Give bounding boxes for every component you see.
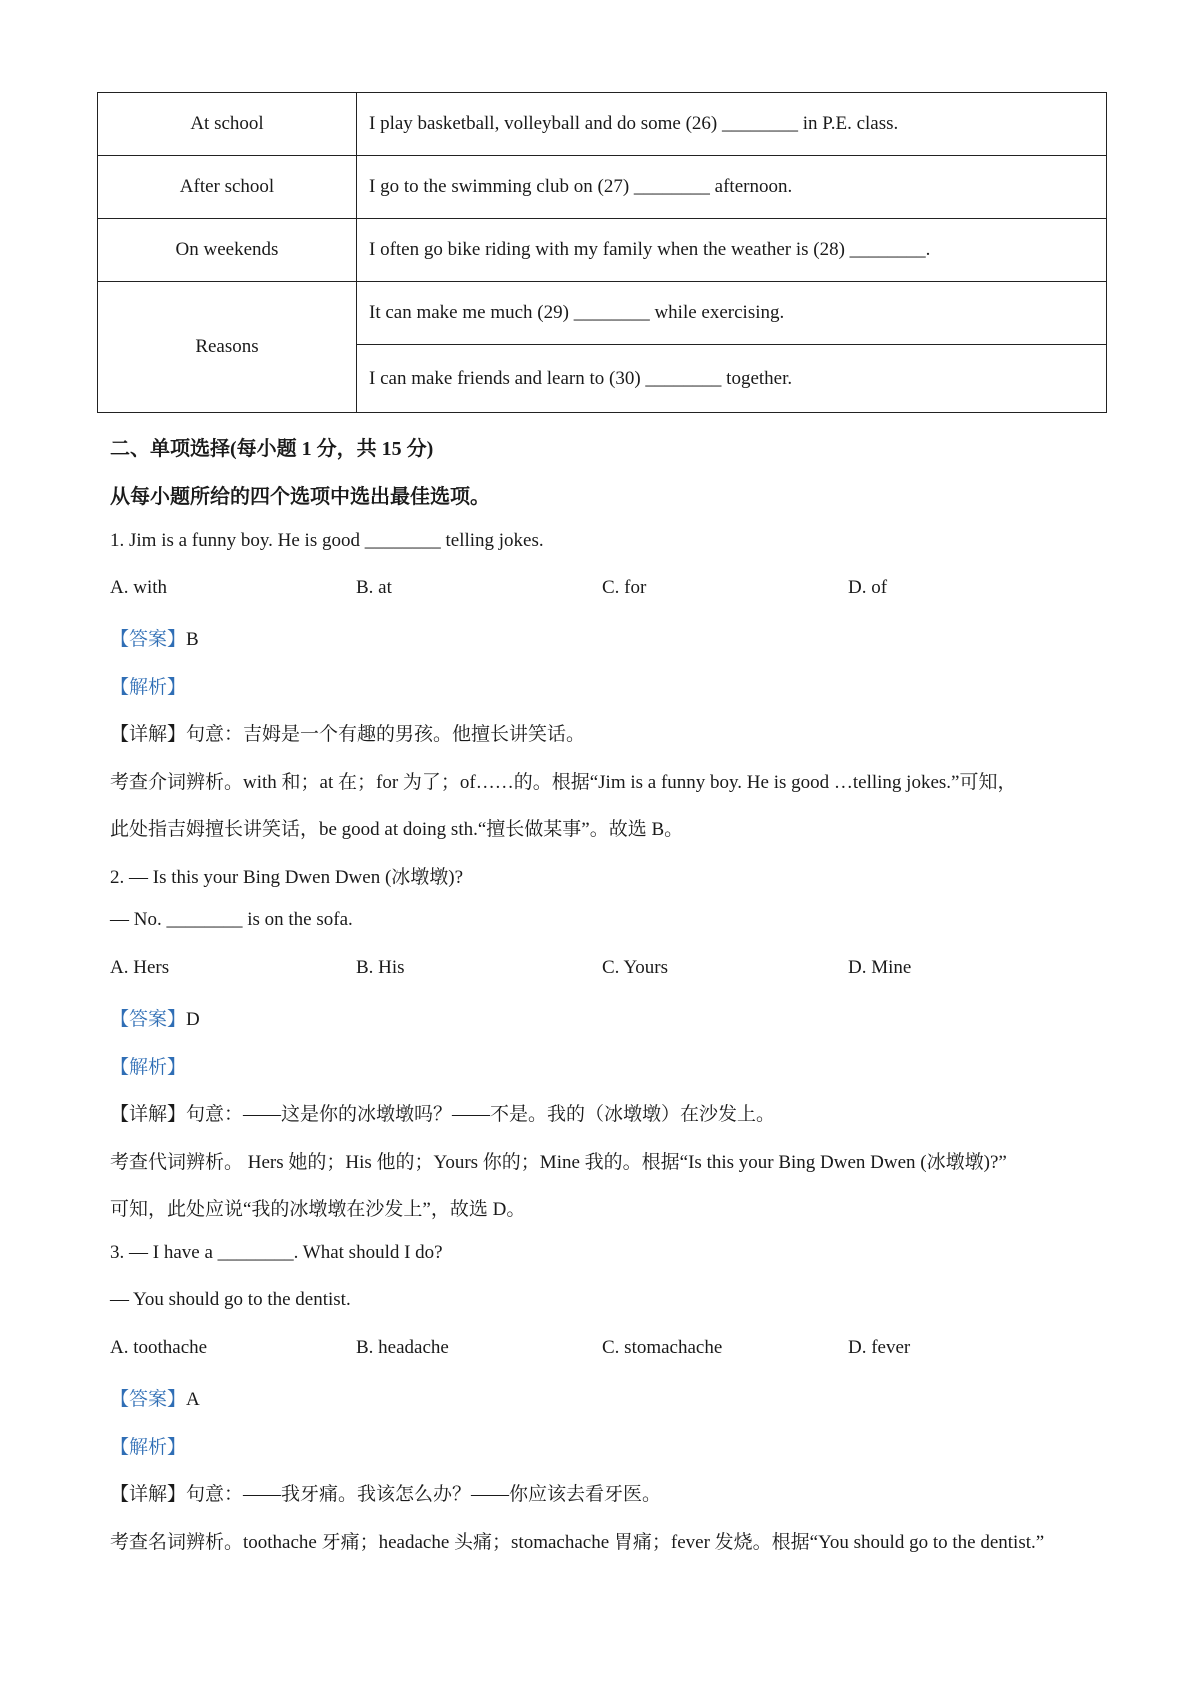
detail-line: 【详解】句意：——这是你的冰墩墩吗？——不是。我的（冰墩墩）在沙发上。 xyxy=(110,1104,776,1125)
table-row xyxy=(98,219,1107,282)
answer-tag: 【答案】 xyxy=(110,629,187,650)
detail-line: 考查介词辨析。with 和；at 在；for 为了；of……的。根据“Jim is a funny boy. He is good …telling jokes.”可知， xyxy=(110,772,1017,793)
table-row xyxy=(98,156,1107,219)
question-stem: 2. — Is this your Bing Dwen Dwen (冰墩墩)? xyxy=(110,867,464,888)
option: D. fever xyxy=(848,1337,911,1358)
answer-value: D xyxy=(186,1009,200,1030)
table-row-text: I play basketball, volleyball and do some (26) ________ in P.E. class. xyxy=(357,93,1107,156)
option: D. of xyxy=(848,577,888,598)
table-row xyxy=(98,282,1107,345)
analysis-tag: 【解析】 xyxy=(110,1437,187,1458)
detail-line: 【详解】句意：吉姆是一个有趣的男孩。他擅长讲笑话。 xyxy=(110,724,586,745)
question-stem: 3. — I have a ________. What should I do? xyxy=(110,1242,443,1263)
table-row xyxy=(98,93,1107,156)
option: C. stomachache xyxy=(602,1337,723,1358)
question-stem: 1. Jim is a funny boy. He is good ________ telling jokes. xyxy=(110,530,544,551)
option: C. Yours xyxy=(602,957,669,978)
option: B. at xyxy=(356,577,392,598)
table-row-text: I often go bike riding with my family when the weather is (28) ________. xyxy=(357,219,1107,282)
detail-line: 可知，此处应说“我的冰墩墩在沙发上”，故选 D。 xyxy=(110,1199,526,1220)
question-options xyxy=(110,1337,1110,1363)
reason-text: It can make me much (29) ________ while exercising. xyxy=(357,282,1107,345)
answer-value: B xyxy=(186,629,199,650)
section-instruction: 从每小题所给的四个选项中选出最佳选项。 xyxy=(110,486,490,508)
question-options xyxy=(110,957,1110,983)
option: A. Hers xyxy=(110,957,170,978)
detail-line: 此处指吉姆擅长讲笑话，be good at doing sth.“擅长做某事”。故选 B。 xyxy=(110,819,684,840)
option: C. for xyxy=(602,577,647,598)
question-stem: — You should go to the dentist. xyxy=(110,1289,351,1310)
table-row-label: After school xyxy=(98,156,357,219)
activity-table xyxy=(97,92,1107,413)
table-row-text: I go to the swimming club on (27) ________ afternoon. xyxy=(357,156,1107,219)
answer-line xyxy=(110,1384,200,1411)
table-row-label: On weekends xyxy=(98,219,357,282)
table-row-label: At school xyxy=(98,93,357,156)
detail-line: 【详解】句意：——我牙痛。我该怎么办？——你应该去看牙医。 xyxy=(110,1484,662,1505)
answer-line xyxy=(110,624,199,651)
answer-tag: 【答案】 xyxy=(110,1009,187,1030)
option: A. with xyxy=(110,577,167,598)
option: B. His xyxy=(356,957,405,978)
analysis-tag: 【解析】 xyxy=(110,677,187,698)
section-heading: 二、单项选择(每小题 1 分，共 15 分) xyxy=(110,438,434,460)
question-options xyxy=(110,577,1110,603)
answer-value: A xyxy=(186,1389,200,1410)
option: D. Mine xyxy=(848,957,912,978)
detail-line: 考查代词辨析。 Hers 她的；His 他的；Yours 你的；Mine 我的。根据“Is this your Bing Dwen Dwen (冰墩墩)?” xyxy=(110,1152,1007,1173)
option: A. toothache xyxy=(110,1337,208,1358)
detail-line: 考查名词辨析。toothache 牙痛；headache 头痛；stomachache 胃痛；fever 发烧。根据“You should go to the dentist.” xyxy=(110,1532,1045,1553)
reasons-label: Reasons xyxy=(98,282,357,413)
option: B. headache xyxy=(356,1337,449,1358)
analysis-tag: 【解析】 xyxy=(110,1057,187,1078)
question-stem: — No. ________ is on the sofa. xyxy=(110,909,353,930)
answer-tag: 【答案】 xyxy=(110,1389,187,1410)
answer-line xyxy=(110,1004,200,1031)
reason-text: I can make friends and learn to (30) ________ together. xyxy=(357,345,1107,413)
